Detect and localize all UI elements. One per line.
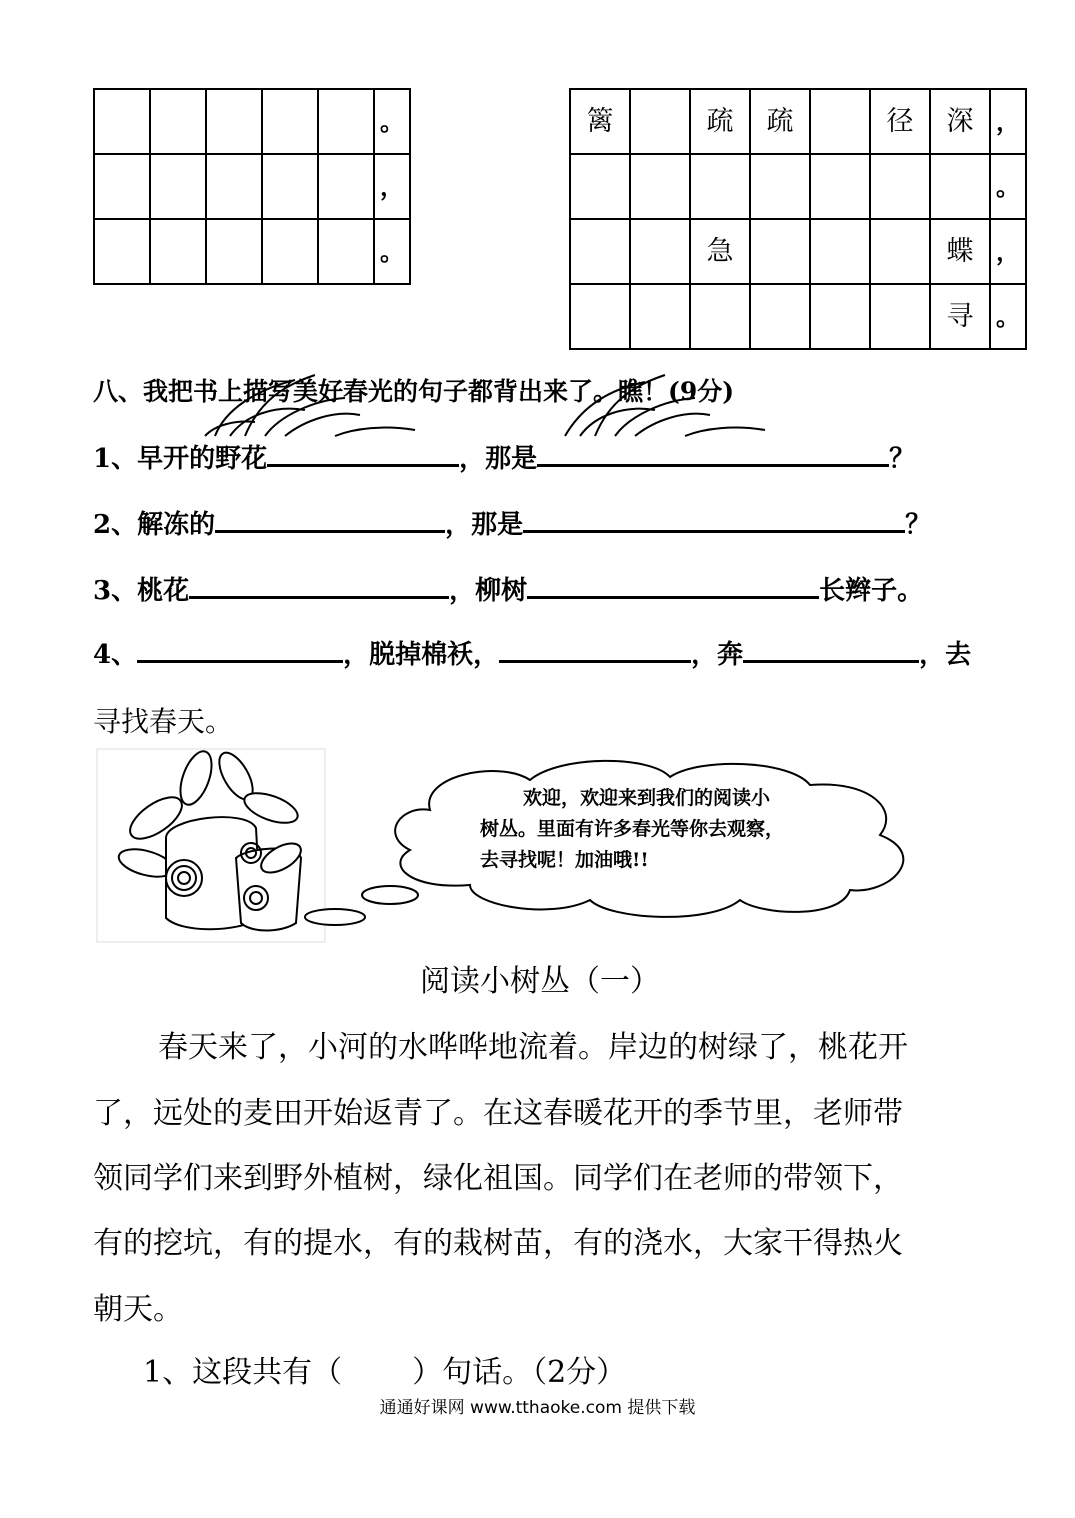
grid-row bbox=[570, 89, 1026, 154]
answer-blank[interactable] bbox=[523, 504, 905, 533]
question-text: ）句话。（2分） bbox=[412, 1355, 627, 1390]
grid-cell[interactable] bbox=[930, 154, 990, 219]
grid-cell[interactable] bbox=[94, 89, 150, 154]
recite-line-1 bbox=[93, 438, 915, 475]
reading-paragraph-line: 了，远处的麦田开始返青了。在这春暖花开的季节里，老师带 bbox=[93, 1096, 903, 1131]
grid-cell[interactable] bbox=[150, 89, 206, 154]
grid-row bbox=[570, 284, 1026, 349]
writing-grid-left bbox=[93, 88, 411, 285]
recite-line-4 bbox=[93, 634, 971, 671]
grid-cell[interactable]: 急 bbox=[690, 219, 750, 284]
grid-row bbox=[570, 154, 1026, 219]
grid-cell[interactable] bbox=[630, 284, 690, 349]
grid-cell[interactable]: 疏 bbox=[750, 89, 810, 154]
reading-paragraph-line: 领同学们来到野外植树，绿化祖国。同学们在老师的带领下， bbox=[93, 1161, 903, 1196]
grid-cell[interactable] bbox=[750, 284, 810, 349]
line-text: 3、桃花 bbox=[93, 576, 190, 606]
reading-paragraph-line: 春天来了，小河的水哗哗地流着。岸边的树绿了，桃花开 bbox=[158, 1030, 908, 1065]
grid-cell[interactable] bbox=[262, 154, 318, 219]
grid-cell[interactable] bbox=[570, 219, 630, 284]
line-text: ，那是 bbox=[459, 444, 538, 474]
line-text: ，柳树 bbox=[449, 576, 528, 606]
grid-cell[interactable] bbox=[318, 89, 374, 154]
grid-cell-punct: ， bbox=[990, 219, 1026, 284]
grid-cell[interactable] bbox=[870, 284, 930, 349]
answer-blank[interactable] bbox=[267, 438, 459, 467]
answer-blank[interactable] bbox=[499, 634, 691, 663]
grid-cell[interactable]: 寻 bbox=[930, 284, 990, 349]
bubble-text-line: 欢迎，欢迎来到我们的阅读小 bbox=[523, 787, 771, 809]
grid-cell[interactable]: 疏 bbox=[690, 89, 750, 154]
line-text: 4、 bbox=[93, 640, 138, 670]
line-text: 1、早开的野花 bbox=[93, 444, 268, 474]
grid-cell[interactable] bbox=[206, 219, 262, 284]
grid-cell[interactable] bbox=[630, 219, 690, 284]
section-8-heading: 八、我把书上描写美好春光的句子都背出来了。瞧！(9分) bbox=[93, 377, 735, 406]
grid-row bbox=[94, 89, 410, 154]
grid-cell[interactable] bbox=[150, 219, 206, 284]
line-text: ？ bbox=[905, 510, 932, 540]
grid-cell[interactable] bbox=[94, 219, 150, 284]
grid-cell[interactable] bbox=[870, 154, 930, 219]
grid-cell[interactable] bbox=[206, 154, 262, 219]
grid-cell[interactable] bbox=[150, 154, 206, 219]
line-text: ，脱掉棉袄， bbox=[343, 640, 500, 670]
question-1 bbox=[143, 1347, 626, 1391]
grid-cell[interactable] bbox=[690, 284, 750, 349]
grid-cell[interactable] bbox=[630, 154, 690, 219]
grid-cell[interactable] bbox=[570, 154, 630, 219]
grid-cell[interactable] bbox=[750, 154, 810, 219]
recite-line-4-cont: 寻找春天。 bbox=[93, 705, 234, 738]
reading-paragraph-line: 朝天。 bbox=[93, 1292, 183, 1327]
grid-cell[interactable] bbox=[690, 154, 750, 219]
grid-cell[interactable] bbox=[810, 89, 870, 154]
line-text: 长辫子。 bbox=[819, 576, 924, 606]
line-text: ，奔 bbox=[691, 640, 744, 670]
answer-blank[interactable] bbox=[743, 634, 919, 663]
answer-blank[interactable] bbox=[215, 504, 445, 533]
grid-cell[interactable]: 深 bbox=[930, 89, 990, 154]
line-text: 2、解冻的 bbox=[93, 510, 216, 540]
footer-credit: 通通好课网 www.tthaoke.com 提供下载 bbox=[379, 1398, 696, 1418]
grid-cell[interactable]: 蝶 bbox=[930, 219, 990, 284]
grid-cell[interactable] bbox=[570, 284, 630, 349]
line-text: ？ bbox=[889, 444, 916, 474]
grid-cell[interactable] bbox=[810, 284, 870, 349]
grid-cell-punct: ， bbox=[990, 89, 1026, 154]
writing-grid-right bbox=[569, 88, 1027, 350]
grid-row bbox=[94, 154, 410, 219]
grid-cell[interactable] bbox=[810, 219, 870, 284]
grid-cell[interactable] bbox=[630, 89, 690, 154]
grid-cell[interactable] bbox=[750, 219, 810, 284]
grid-cell[interactable] bbox=[206, 89, 262, 154]
question-text: 1、这段共有（ bbox=[143, 1355, 343, 1390]
bubble-text-line: 去寻找呢！加油哦!! bbox=[480, 849, 649, 871]
grid-cell-punct: 。 bbox=[374, 219, 410, 284]
answer-blank[interactable] bbox=[189, 570, 449, 599]
line-text: ，那是 bbox=[445, 510, 524, 540]
reading-title: 阅读小树丛（一） bbox=[420, 964, 660, 999]
recite-line-2 bbox=[93, 504, 931, 541]
grid-cell-punct: 。 bbox=[990, 284, 1026, 349]
grid-cell[interactable] bbox=[262, 219, 318, 284]
grid-cell-punct: 。 bbox=[374, 89, 410, 154]
grid-cell[interactable] bbox=[262, 89, 318, 154]
grid-cell[interactable]: 径 bbox=[870, 89, 930, 154]
grid-cell-punct: ， bbox=[374, 154, 410, 219]
grid-cell-punct: 。 bbox=[990, 154, 1026, 219]
answer-blank[interactable] bbox=[537, 438, 889, 467]
grid-cell[interactable] bbox=[318, 219, 374, 284]
grid-cell[interactable]: 篱 bbox=[570, 89, 630, 154]
recite-line-3 bbox=[93, 570, 923, 607]
grid-cell[interactable] bbox=[94, 154, 150, 219]
grid-cell[interactable] bbox=[318, 154, 374, 219]
grid-row bbox=[570, 219, 1026, 284]
grid-row bbox=[94, 219, 410, 284]
grid-cell[interactable] bbox=[810, 154, 870, 219]
reading-paragraph-line: 有的挖坑，有的提水，有的栽树苗，有的浇水，大家干得热火 bbox=[93, 1226, 903, 1261]
answer-blank[interactable] bbox=[527, 570, 819, 599]
answer-blank[interactable] bbox=[137, 634, 343, 663]
bubble-text-line: 树丛。里面有许多春光等你去观察， bbox=[480, 818, 785, 840]
grid-cell[interactable] bbox=[870, 219, 930, 284]
line-text: ，去 bbox=[919, 640, 972, 670]
